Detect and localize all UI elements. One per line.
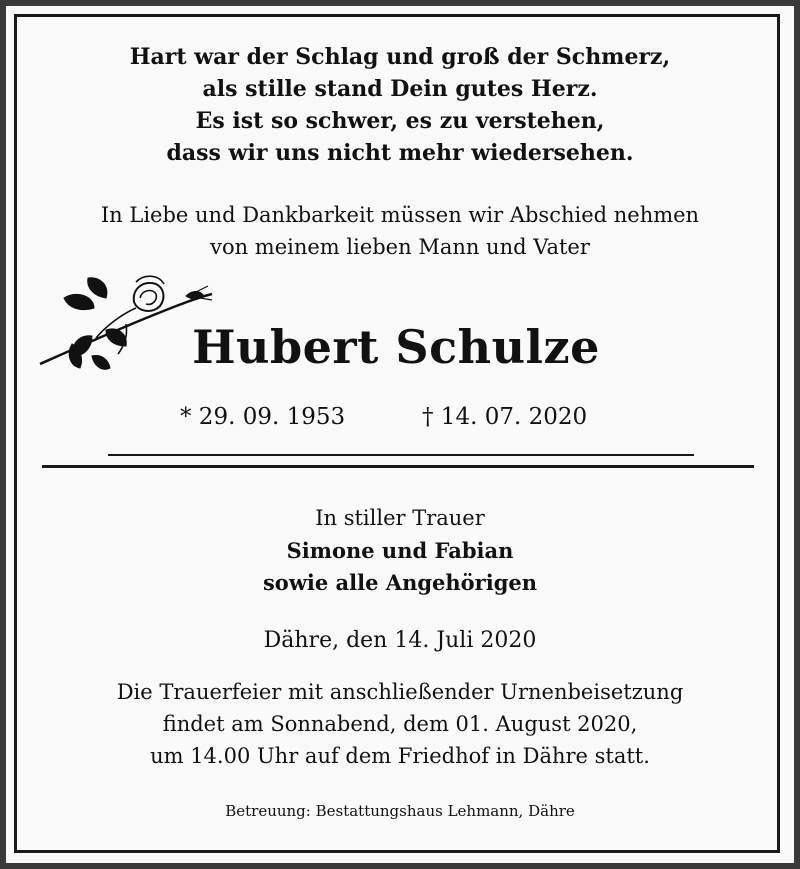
obituary-notice: [6, 6, 794, 863]
verse-line-4: dass wir uns nicht mehr wiedersehen.: [166, 140, 634, 166]
place-date: Dähre, den 14. Juli 2020: [263, 628, 537, 653]
death-date: † 14. 07. 2020: [422, 404, 588, 430]
deceased-name: Hubert Schulze: [192, 320, 600, 374]
funeral-line-2: findet am Sonnabend, dem 01. August 2020,: [162, 712, 638, 736]
verse-line-1: Hart war der Schlag und groß der Schmerz,: [129, 44, 671, 70]
divider-lower: [42, 465, 754, 468]
divider-upper: [108, 454, 694, 456]
verse-line-2: als stille stand Dein gutes Herz.: [202, 76, 598, 102]
intro-line-1: In Liebe und Dankbarkeit müssen wir Abschied nehmen: [100, 203, 700, 227]
mourning-relatives: sowie alle Angehörigen: [262, 570, 538, 595]
birth-date: * 29. 09. 1953: [180, 404, 346, 430]
intro-line-2: von meinem lieben Mann und Vater: [210, 235, 590, 259]
funeral-line-3: um 14.00 Uhr auf dem Friedhof in Dähre statt.: [150, 744, 650, 768]
verse-line-3: Es ist so schwer, es zu verstehen,: [195, 108, 605, 134]
mourning-names: Simone und Fabian: [286, 538, 514, 563]
mourning-intro: In stiller Trauer: [315, 506, 485, 530]
funeral-home-credit: Betreuung: Bestattungshaus Lehmann, Dähre: [225, 802, 575, 820]
funeral-line-1: Die Trauerfeier mit anschließender Urnenbeisetzung: [116, 680, 684, 704]
